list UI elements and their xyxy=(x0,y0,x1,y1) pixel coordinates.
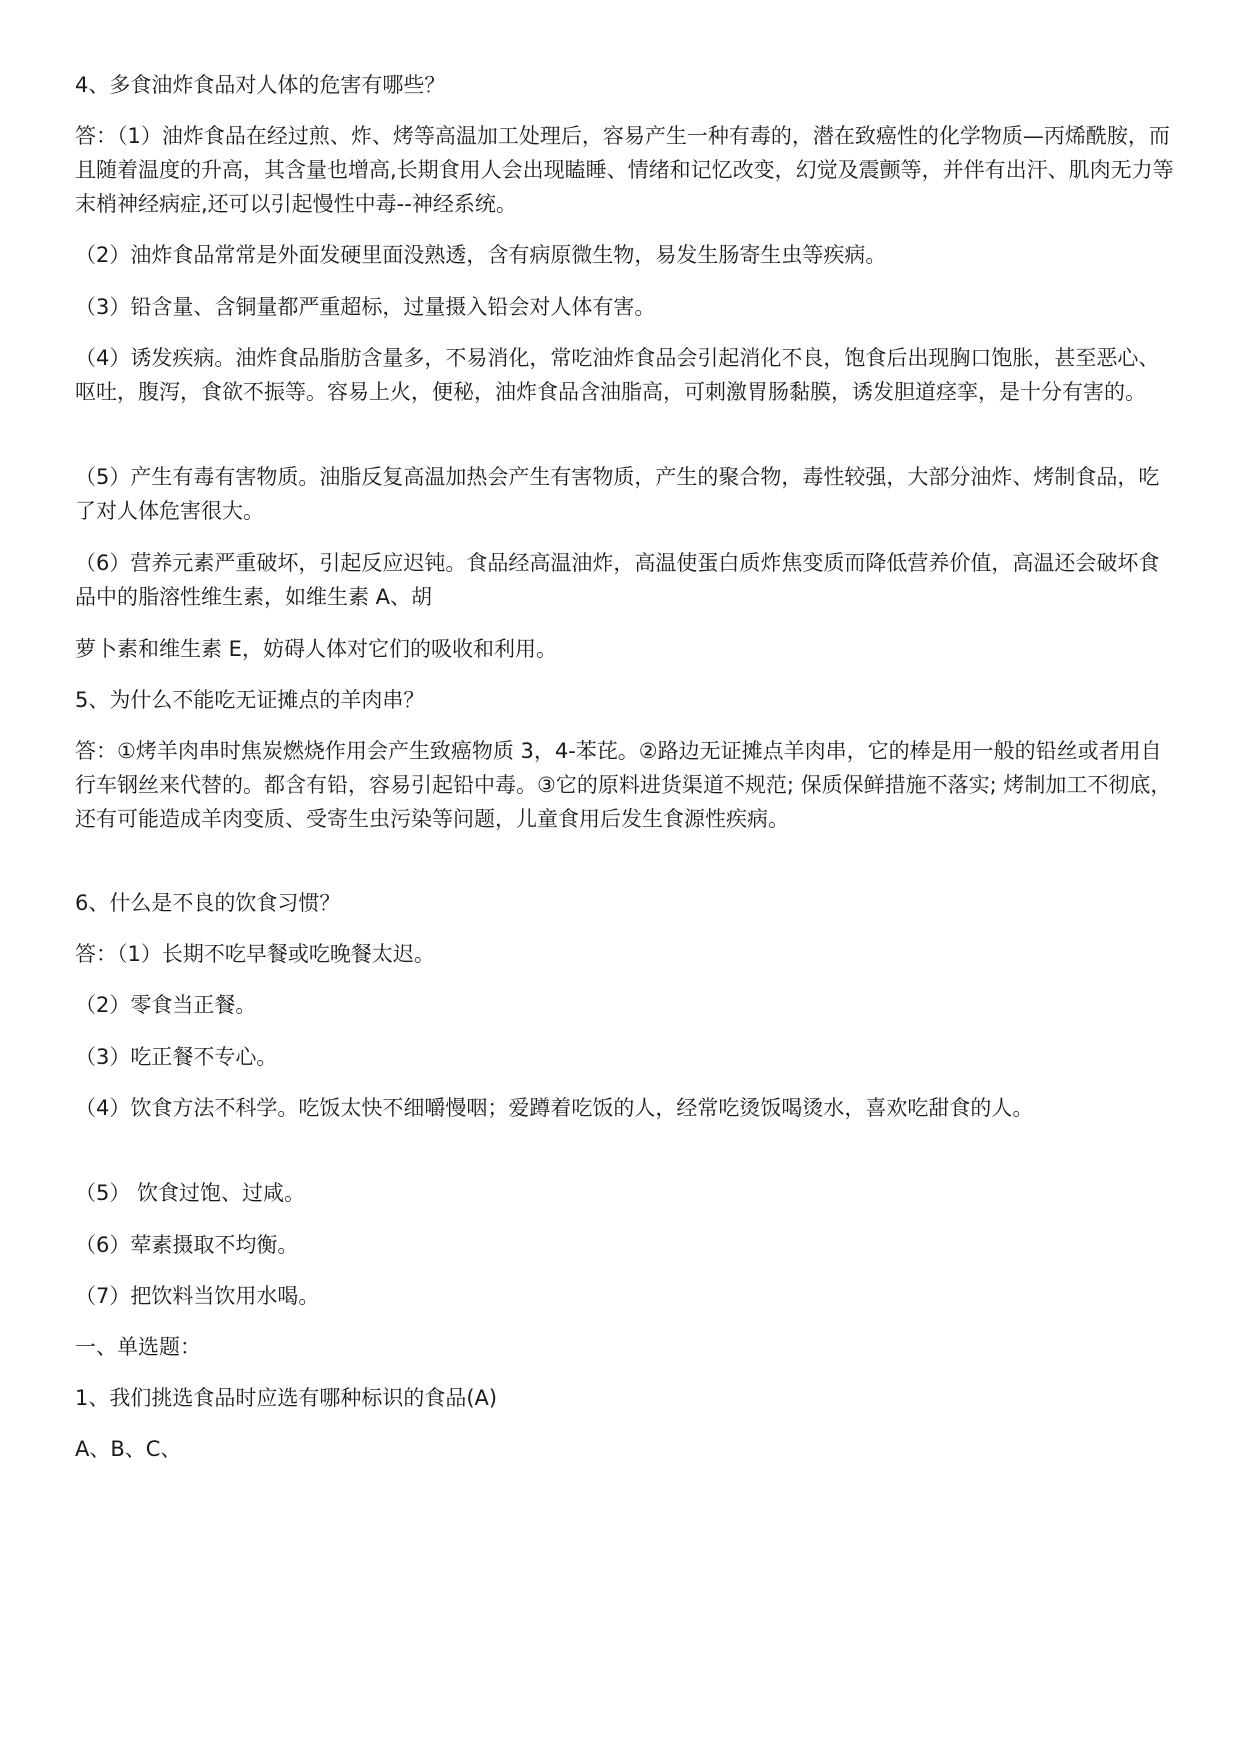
question-1-single-choice: 1、我们挑选食品时应选有哪种标识的食品(A) xyxy=(75,1386,498,1410)
section-heading-single-choice: 一、单选题： xyxy=(75,1335,201,1359)
answer-6-item-4: （4）饮食方法不科学。吃饭太快不细嚼慢咽；爱蹲着吃饭的人，经常吃烫饭喝烫水，喜欢吃甜食的人。 xyxy=(75,1096,1034,1120)
answer-6-item-7: （7）把饮料当饮用水喝。 xyxy=(75,1284,320,1308)
answer-4-item-3: （3）铅含量、含铜量都严重超标，过量摄入铅会对人体有害。 xyxy=(75,295,656,319)
question-1-options: A、B、C、 xyxy=(75,1437,182,1461)
answer-6-item-5: （5） 饮食过饱、过咸。 xyxy=(75,1181,306,1205)
question-6-heading: 6、什么是不良的饮食习惯？ xyxy=(75,891,341,915)
answer-4-item-5: （5）产生有毒有害物质。油脂反复高温加热会产生有害物质，产生的聚合物，毒性较强，大部分油炸、烤制食品，吃了对人体危害很大。 xyxy=(75,465,1160,523)
answer-6-item-1: 答：（1）长期不吃早餐或吃晚餐太迟。 xyxy=(75,942,435,966)
answer-4-item-6: （6）营养元素严重破坏，引起反应迟钝。食品经高温油炸，高温使蛋白质炸焦变质而降低营养价值，高温还会破坏食品中的脂溶性维生素，如维生素 A、胡 xyxy=(75,551,1160,609)
answer-6-item-3: （3）吃正餐不专心。 xyxy=(75,1045,278,1069)
answer-4-item-1: 答：（1）油炸食品在经过煎、炸、烤等高温加工处理后，容易产生一种有毒的，潜在致癌性的化学物质—丙烯酰胺，而且随着温度的升高，其含量也增高,长期食用人会出现瞌睡、情绪和记忆改变，幻觉及震颤等，并伴有出汗、肌肉无力等末梢神经病症,还可以引起慢性中毒--神经系统。 xyxy=(75,124,1174,216)
question-5-heading: 5、为什么不能吃无证摊点的羊肉串？ xyxy=(75,688,425,712)
question-4-heading: 4、多食油炸食品对人体的危害有哪些？ xyxy=(75,73,446,97)
answer-4-item-6-continued: 萝卜素和维生素 E，妨碍人体对它们的吸收和利用。 xyxy=(75,637,557,661)
answer-6-item-2: （2）零食当正餐。 xyxy=(75,993,257,1017)
answer-6-item-6: （6）荤素摄取不均衡。 xyxy=(75,1233,299,1257)
answer-4-item-2: （2）油炸食品常常是外面发硬里面没熟透，含有病原微生物，易发生肠寄生虫等疾病。 xyxy=(75,243,887,267)
answer-5: 答：①烤羊肉串时焦炭燃烧作用会产生致癌物质 3，4-苯芘。②路边无证摊点羊肉串，它的棒是用一般的铅丝或者用自行车钢丝来代替的。都含有铅，容易引起铅中毒。③它的原料进货渠道不规范; 保质保鲜措施不落实; 烤制加工不彻底，还有可能造成羊肉变质、受寄生虫污染等问题，儿童食用后发生食源性疾病。 xyxy=(75,739,1172,831)
answer-4-item-4: （4）诱发疾病。油炸食品脂肪含量多，不易消化，常吃油炸食品会引起消化不良，饱食后出现胸口饱胀，甚至恶心、呕吐，腹泻，食欲不振等。容易上火，便秘，油炸食品含油脂高，可刺激胃肠黏膜，诱发胆道痉挛，是十分有害的。 xyxy=(75,346,1160,404)
